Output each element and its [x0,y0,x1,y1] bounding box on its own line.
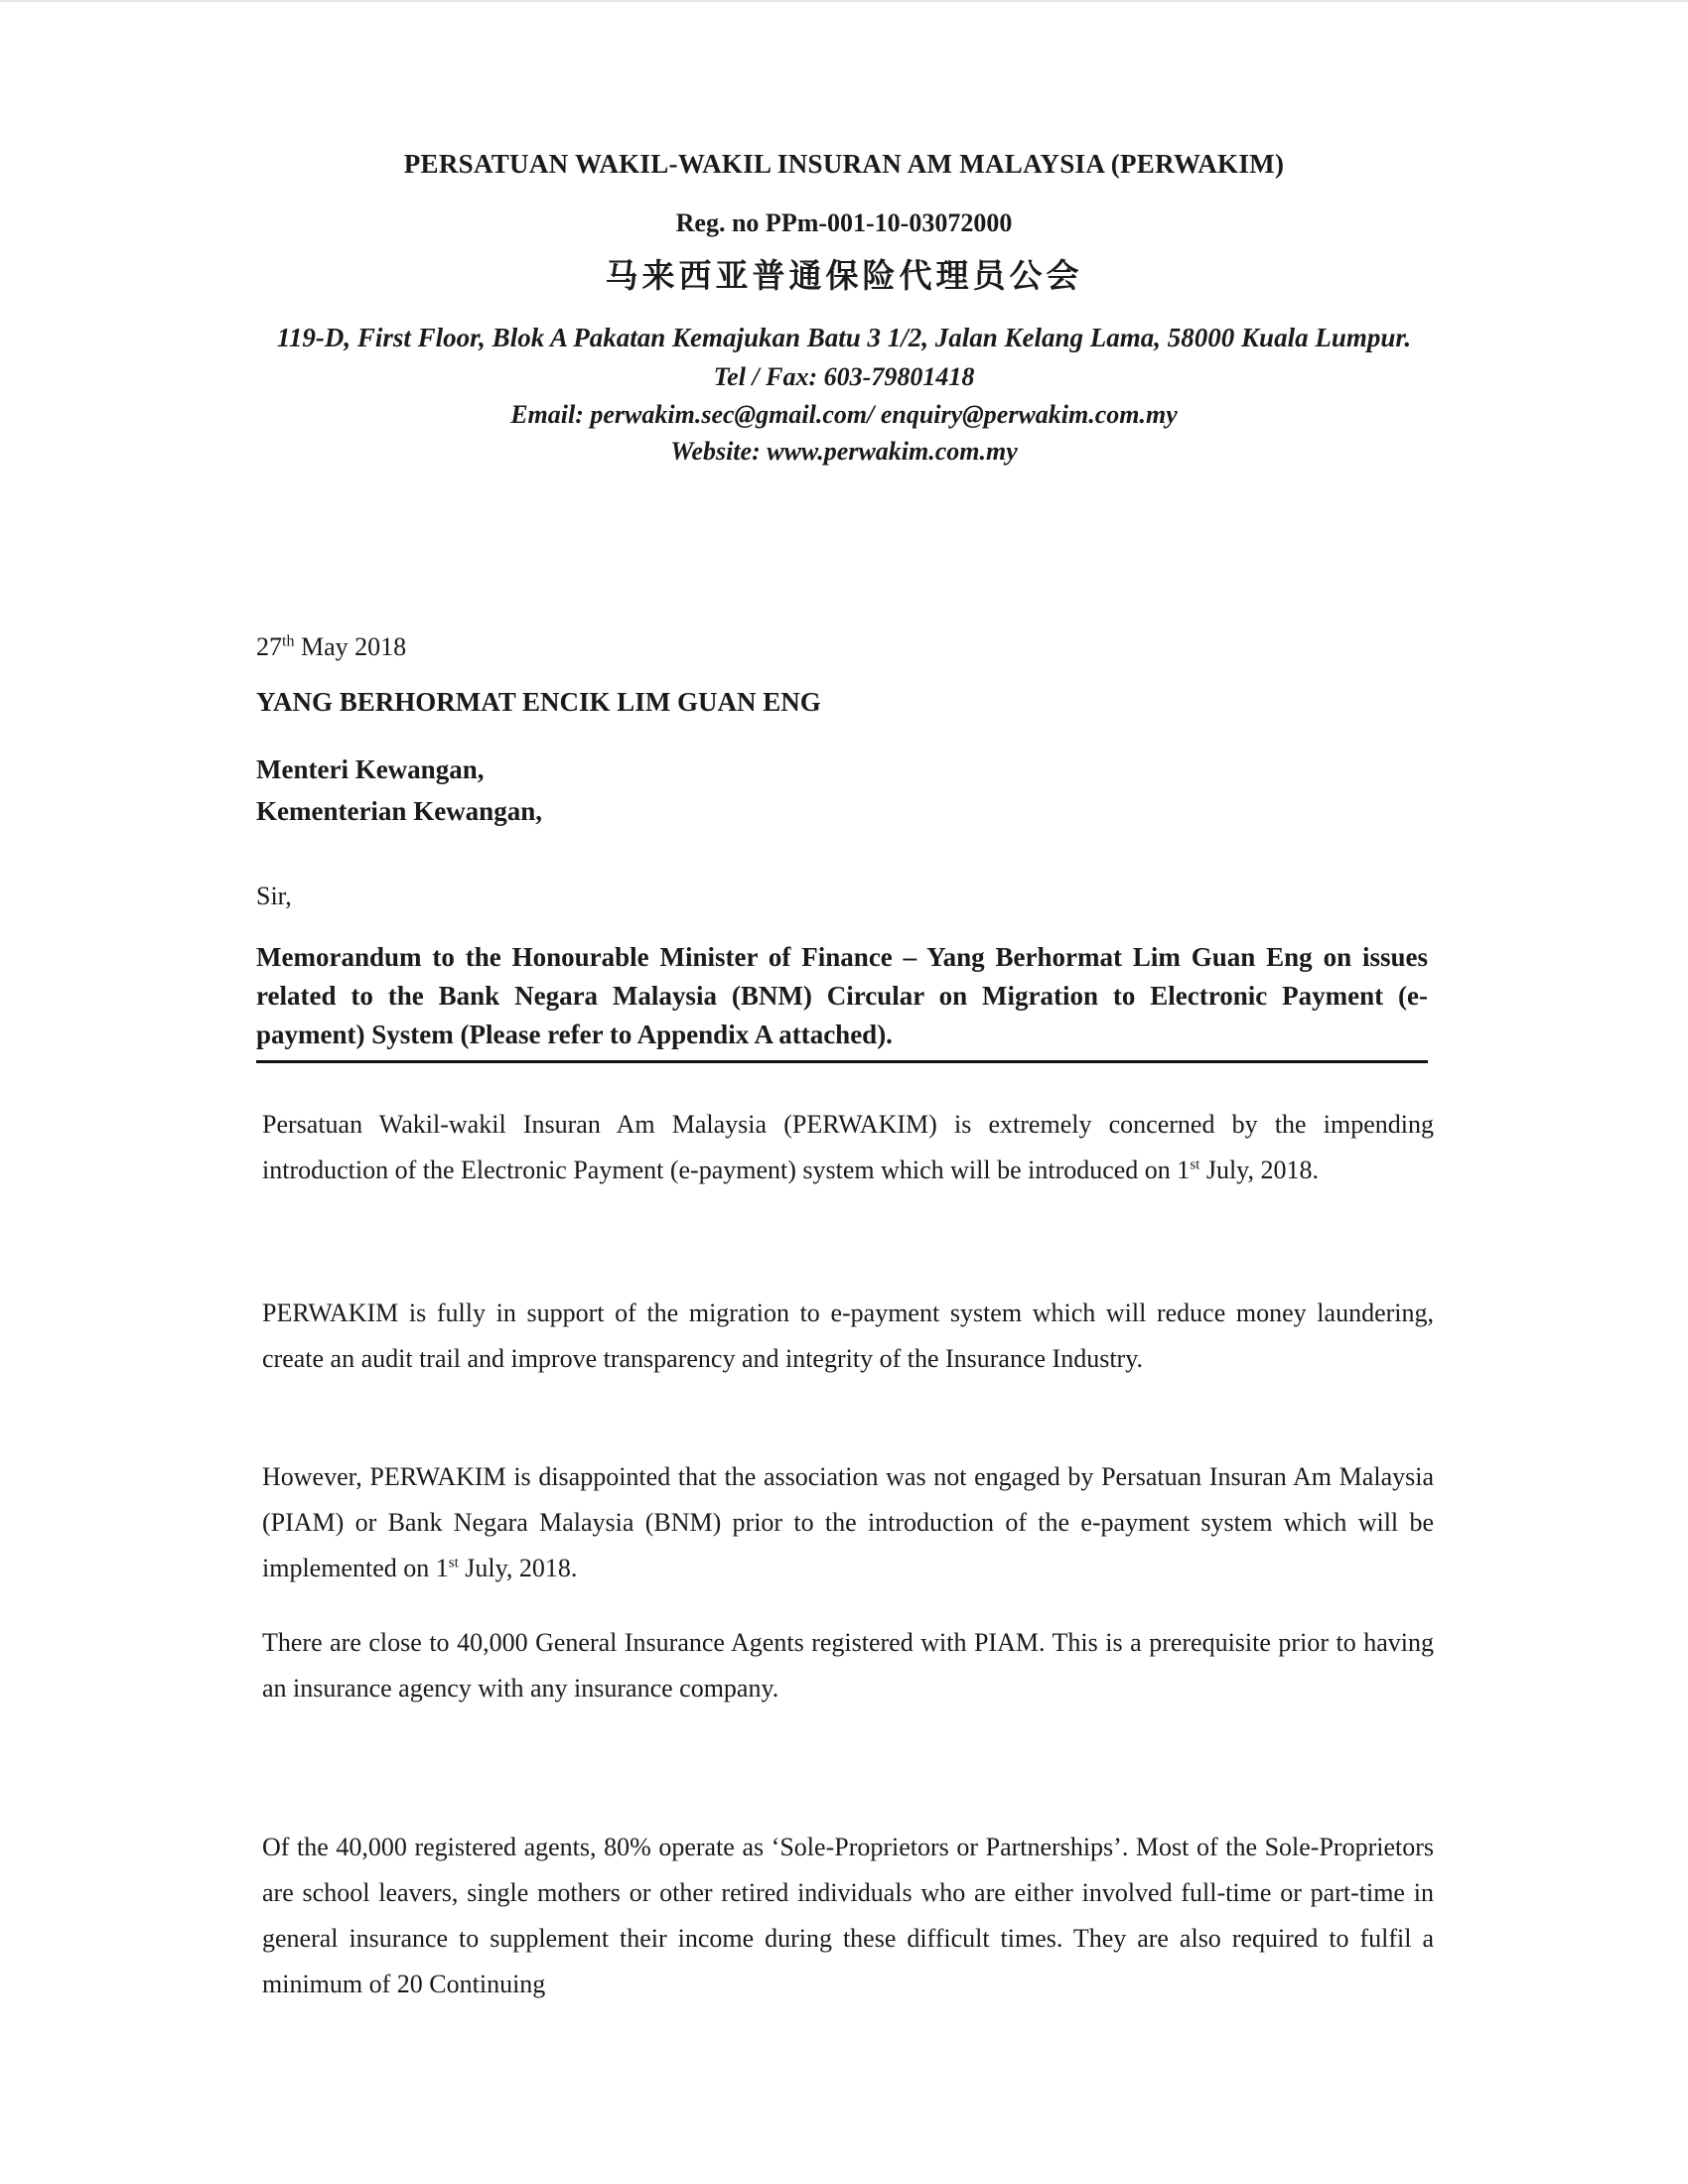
date-suffix: th [282,632,295,650]
paragraph-text: Persatuan Wakil-wakil Insuran Am Malaysia (PERWAKIM) is extremely concerned by the impending introduction of the Electronic Payment (e-payment) system which will be introduced on 1 [262,1110,1434,1184]
ordinal-suffix: st [448,1555,459,1571]
tel-fax: Tel / Fax: 603-79801418 [713,362,975,391]
subject-line: Memorandum to the Honourable Minister of Finance – Yang Berhormat Lim Guan Eng on issues related to the Bank Negara Malaysia (BNM) Circular on Migration to Electronic Payment (e-payment) System (Please refer to Appendix A attached). [256,938,1428,1063]
website-line: Website: www.perwakim.com.my [670,437,1018,466]
date-day: 27 [256,632,282,661]
recipient-ministry: Kementerian Kewangan, [256,796,542,826]
body-paragraph-3 [262,1454,1434,1591]
letter-date [256,632,406,662]
ordinal-suffix: st [1190,1157,1200,1173]
body-paragraph-1 [262,1102,1434,1193]
registration-number: Reg. no PPm-001-10-03072000 [675,208,1013,237]
email-line: Email: perwakim.sec@gmail.com/ enquiry@perwakim.com.my [510,400,1178,429]
paragraph-text: July, 2018. [1199,1156,1319,1184]
salutation: Sir, [256,882,292,910]
organization-name: PERSATUAN WAKIL-WAKIL INSURAN AM MALAYSIA (PERWAKIM) [403,149,1285,179]
paragraph-text: However, PERWAKIM is disappointed that the association was not engaged by Persatuan Insuran Am Malaysia (PIAM) or Bank Negara Malaysia (BNM) prior to the introduction of the e-payment system which will be implemented on 1 [262,1462,1434,1582]
recipient-name: YANG BERHORMAT ENCIK LIM GUAN ENG [256,687,821,717]
organization-address: 119-D, First Floor, Blok A Pakatan Kemajukan Batu 3 1/2, Jalan Kelang Lama, 58000 Kuala Lumpur. [276,323,1412,352]
recipient-position: Menteri Kewangan, [256,754,485,784]
scan-edge [0,0,1688,2]
chinese-organization-name: 马来西亚普通保险代理员公会 [605,256,1083,295]
paragraph-text: July, 2018. [458,1554,578,1582]
body-paragraph-5: Of the 40,000 registered agents, 80% operate as ‘Sole-Proprietors or Partnerships’. Most of the Sole-Proprietors are school leavers, single mothers or other retired individuals who are either involved full-time or part-time in general insurance to supplement their income during these difficult times. They are also required to fulfil a minimum of 20 Continuing [262,1833,1434,1998]
body-paragraph-4: There are close to 40,000 General Insurance Agents registered with PIAM. This is a prerequisite prior to having an insurance agency with any insurance company. [262,1628,1434,1703]
body-paragraph-2: PERWAKIM is fully in support of the migration to e-payment system which will reduce money laundering, create an audit trail and improve transparency and integrity of the Insurance Industry. [262,1298,1434,1373]
date-month-year: May 2018 [294,632,407,661]
